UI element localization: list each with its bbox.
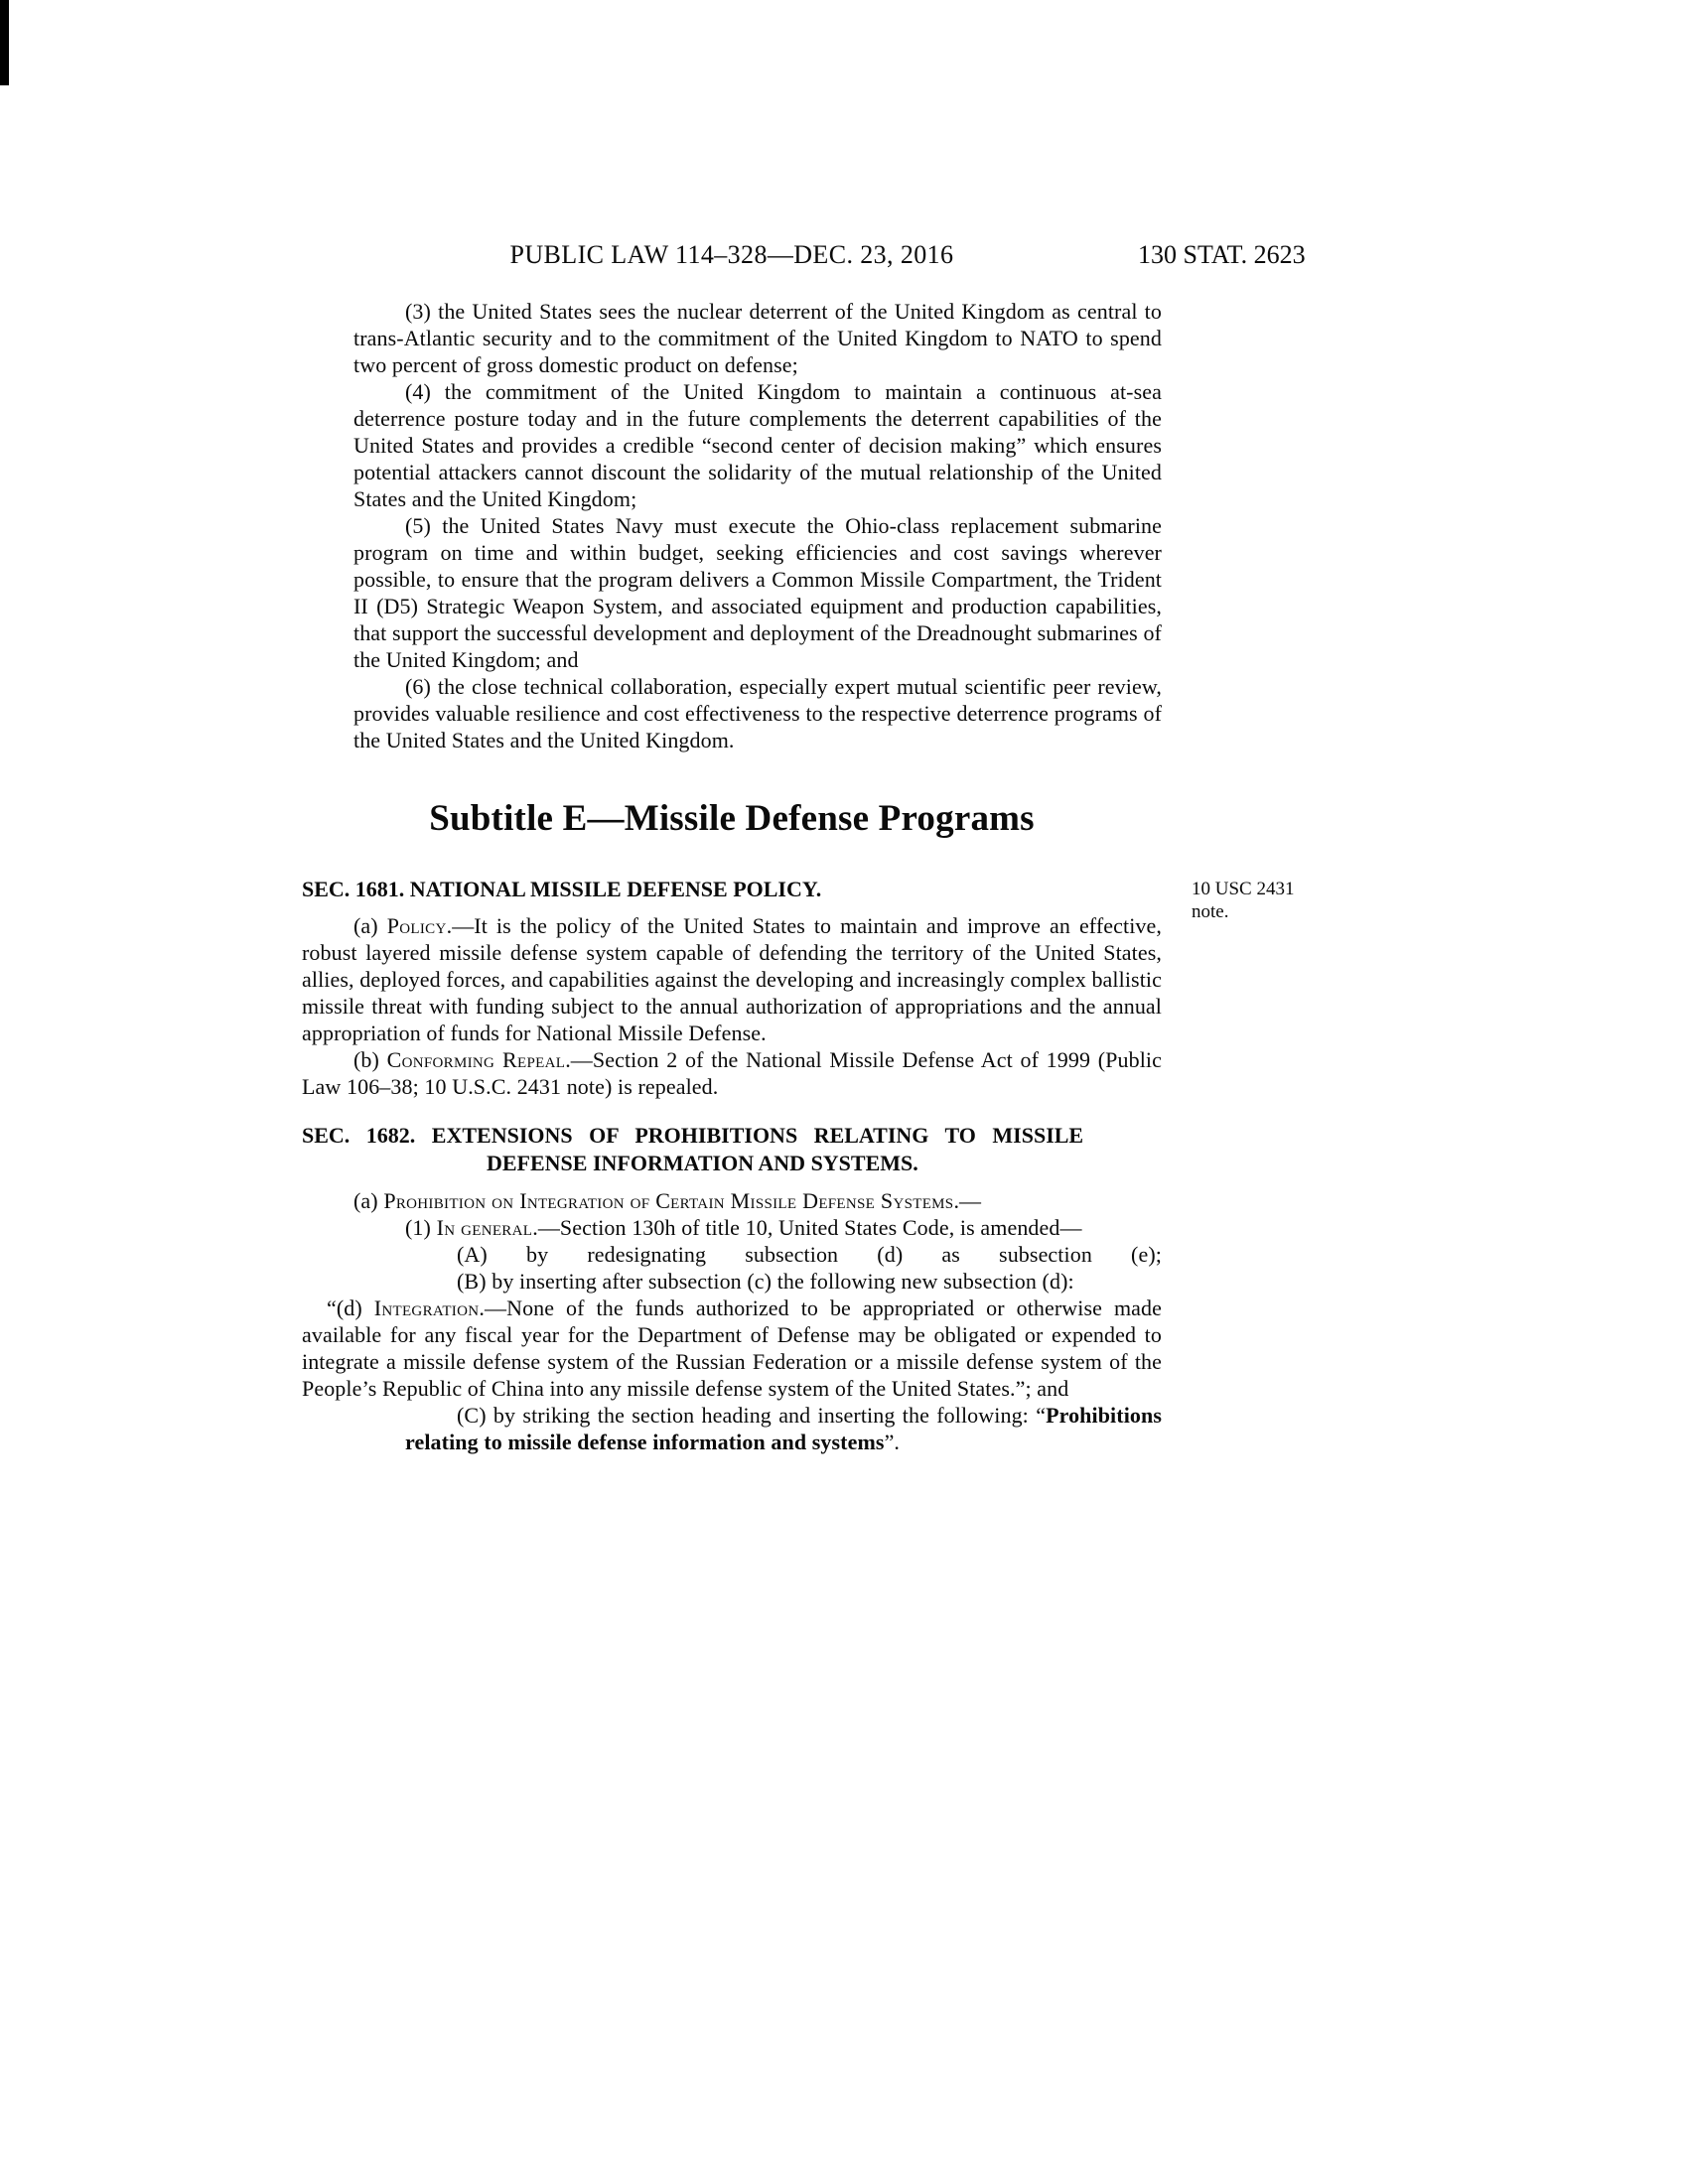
subparagraph-A: (A) by redesignating subsection (d) as subsection (e);: [457, 1242, 1162, 1267]
quoted-subsection-d: [302, 1295, 1162, 1402]
para-1-text: .—Section 130h of title 10, United States Code, is amended—: [532, 1215, 1082, 1240]
running-header: [302, 240, 1306, 272]
para-b-label: (b): [353, 1047, 387, 1072]
sec-1681-paragraph-a: [302, 912, 1162, 1046]
para-a-term: Policy: [386, 913, 447, 938]
para-a-label: (a): [353, 913, 387, 938]
subtitle-e-heading: Subtitle E—Missile Defense Programs: [429, 798, 1035, 839]
usc-margin-note: [1192, 878, 1360, 923]
usc-margin-note-line1: 10 USC 2431: [1192, 879, 1295, 899]
public-law-title: PUBLIC LAW 114–328—DEC. 23, 2016: [509, 240, 954, 269]
subparagraph-C: [405, 1402, 1162, 1455]
sec-1682-heading: [302, 1122, 1162, 1177]
sec-1682-paragraph-a: [302, 1187, 1162, 1214]
quoted-d-text: .—None of the funds authorized to be appropriated or otherwise made available for any fiscal year for the Department of Defense may be obligated or expended to integrate a missile defense system of the Russian Federation or a missile defense system of the People’s Republic of China into any missile defense system of the United States.”; and: [302, 1296, 1162, 1401]
para-b-text: .—Section 2 of the National Missile Defense Act of 1999 (Public Law 106–38; 10 U.S.C. 2431 note) is repealed.: [302, 1047, 1163, 1099]
para-b-term: Conforming Repeal: [386, 1047, 566, 1072]
para-1-label: (1): [405, 1215, 437, 1240]
para-1-term: In general: [436, 1215, 533, 1240]
para-1682a-term: Prohibition on Integration of Certain Missile Defense Systems: [383, 1188, 954, 1213]
para-C-closing: ”.: [884, 1430, 901, 1454]
sec-1681-heading: SEC. 1681. NATIONAL MISSILE DEFENSE POLICY.: [302, 877, 822, 901]
scan-edge-mark: [0, 0, 9, 85]
sec-1682-heading-line1: SEC. 1682. EXTENSIONS OF PROHIBITIONS RELATING TO MISSILE: [302, 1123, 1084, 1148]
para-1682a-text: .—: [953, 1188, 982, 1213]
finding-paragraph-4: (4) the commitment of the United Kingdom to maintain a continuous at-sea deterrence posture today and in the future complements the deterrent capabilities of the United States and provides a credible “second center of decision making” which ensures potential attackers cannot discount the solidarity of the mutual relationship of the United States and the United Kingdom;: [353, 379, 1162, 511]
usc-margin-note-line2: note.: [1192, 901, 1229, 922]
sec-1682-heading-line2: DEFENSE INFORMATION AND SYSTEMS.: [487, 1151, 918, 1175]
quoted-d-label: “(d): [327, 1296, 374, 1320]
para-C-bold-heading: Prohibitions relating to missile defense information and systems: [405, 1403, 1162, 1454]
finding-paragraph-3: (3) the United States sees the nuclear deterrent of the United Kingdom as central to trans-Atlantic security and to the commitment of the United Kingdom to NATO to spend two percent of gross domestic product on defense;: [353, 299, 1162, 377]
para-1682a-label: (a): [353, 1188, 384, 1213]
page-content: [302, 240, 1306, 1455]
para-a-text: .—It is the policy of the United States to maintain and improve an effective, robust layered missile defense system capable of defending the territory of the United States, allies, deployed forces, and capabilities against the developing and increasingly complex ballistic missile threat with funding subject to the annual authorization of appropriations and the annual appropriation of funds for National Missile Defense.: [302, 913, 1162, 1045]
finding-paragraph-5: (5) the United States Navy must execute the Ohio-class replacement submarine program on time and within budget, seeking efficiencies and cost savings wherever possible, to ensure that the program delivers a Common Missile Compartment, the Trident II (D5) Strategic Weapon System, and associated equipment and production capabilities, that support the successful development and deployment of the Dreadnought submarines of the United Kingdom; and: [353, 513, 1162, 672]
para-C-text: (C) by striking the section heading and inserting the following: “: [457, 1403, 1047, 1428]
section-1681: [302, 876, 1295, 1100]
subparagraph-B: (B) by inserting after subsection (c) the following new subsection (d):: [457, 1269, 1074, 1294]
quoted-d-term: Integration: [373, 1296, 480, 1320]
sec-1681-paragraph-b: [302, 1046, 1162, 1100]
paragraph-1-in-general: [353, 1214, 1162, 1241]
section-1682: [302, 1122, 1162, 1455]
stat-page-number: 130 STAT. 2623: [1138, 240, 1306, 269]
finding-paragraph-6: (6) the close technical collaboration, especially expert mutual scientific peer review, provides valuable resilience and cost effectiveness to the respective deterrence programs of the United States and the United Kingdom.: [353, 674, 1162, 752]
